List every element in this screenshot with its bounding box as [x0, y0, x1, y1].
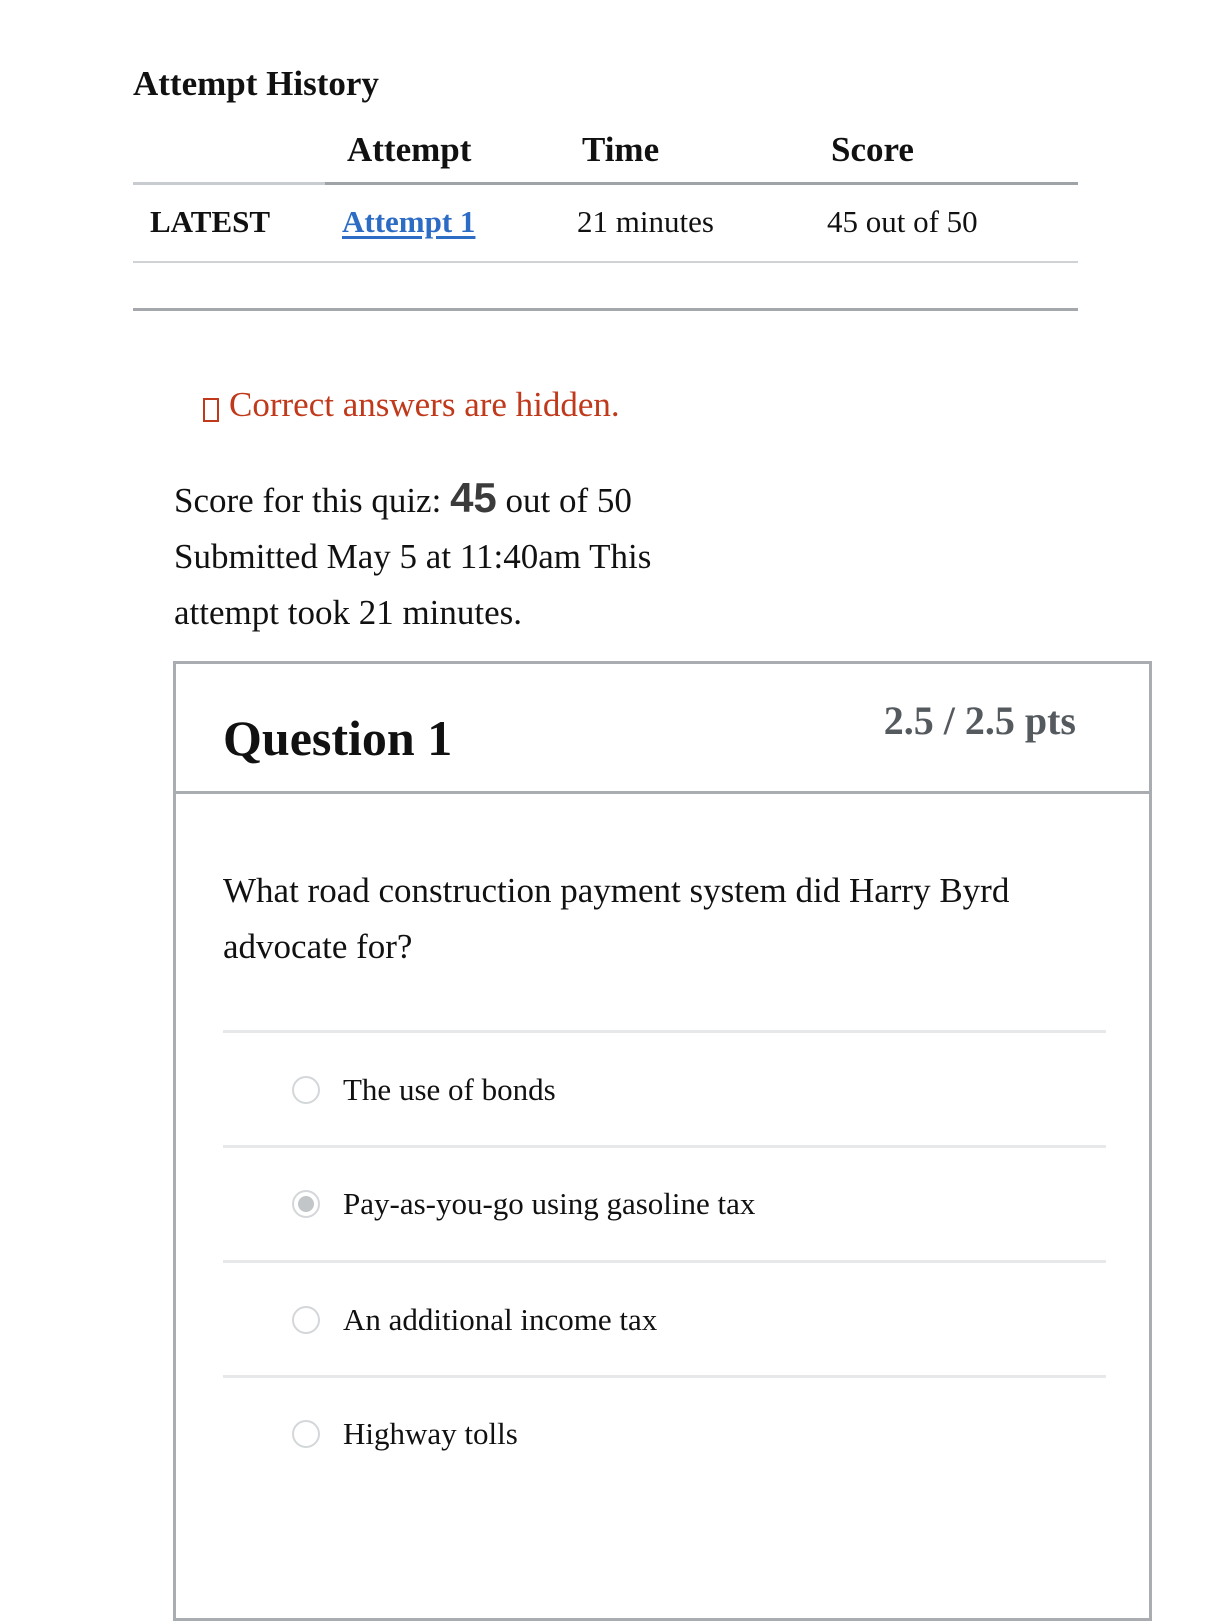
attempt-1-link[interactable]: Attempt 1 — [342, 204, 476, 239]
hidden-answers-notice — [203, 383, 620, 427]
quiz-summary — [174, 470, 734, 641]
radio-button[interactable] — [292, 1420, 320, 1448]
table-row-divider — [133, 261, 1078, 263]
notice-text: Correct answers are hidden. — [229, 385, 620, 424]
warning-icon — [203, 398, 219, 422]
answer-divider — [223, 1145, 1106, 1148]
table-header-divider — [325, 182, 1078, 185]
table-bottom-divider — [133, 308, 1078, 311]
attempt-score: 45 out of 50 — [827, 204, 978, 239]
answer-option[interactable] — [292, 1070, 556, 1110]
table-header-divider — [133, 182, 325, 185]
question-points: 2.5 / 2.5 pts — [883, 698, 1076, 743]
score-prefix: Score for this quiz: — [174, 481, 451, 520]
radio-button[interactable] — [292, 1306, 320, 1334]
attempt-time: 21 minutes — [577, 204, 714, 239]
answer-label: An additional income tax — [343, 1302, 658, 1337]
answer-option[interactable] — [292, 1184, 755, 1224]
submission-details: Submitted May 5 at 11:40am This attempt took 21 minutes. — [174, 537, 652, 632]
answer-option[interactable] — [292, 1414, 518, 1454]
radio-button-selected[interactable] — [292, 1190, 320, 1218]
column-header-attempt: Attempt — [347, 130, 472, 169]
question-card — [173, 661, 1152, 1621]
score-value: 45 — [450, 474, 497, 521]
answer-divider — [223, 1375, 1106, 1378]
column-header-score: Score — [831, 130, 914, 169]
question-text: What road construction payment system did Harry Byrd advocate for? — [223, 871, 1010, 966]
answer-divider — [223, 1260, 1106, 1263]
radio-button[interactable] — [292, 1076, 320, 1104]
answer-label: Pay-as-you-go using gasoline tax — [343, 1186, 756, 1221]
score-suffix: out of 50 — [496, 481, 632, 520]
latest-tag: LATEST — [150, 204, 271, 239]
answer-divider — [223, 1030, 1106, 1033]
question-header — [176, 664, 1149, 794]
question-title: Question 1 — [223, 710, 453, 766]
column-header-time: Time — [582, 130, 660, 169]
answer-option[interactable] — [292, 1300, 657, 1340]
attempt-history-title: Attempt History — [133, 64, 379, 103]
answer-label: Highway tolls — [343, 1416, 518, 1451]
answer-label: The use of bonds — [343, 1072, 556, 1107]
